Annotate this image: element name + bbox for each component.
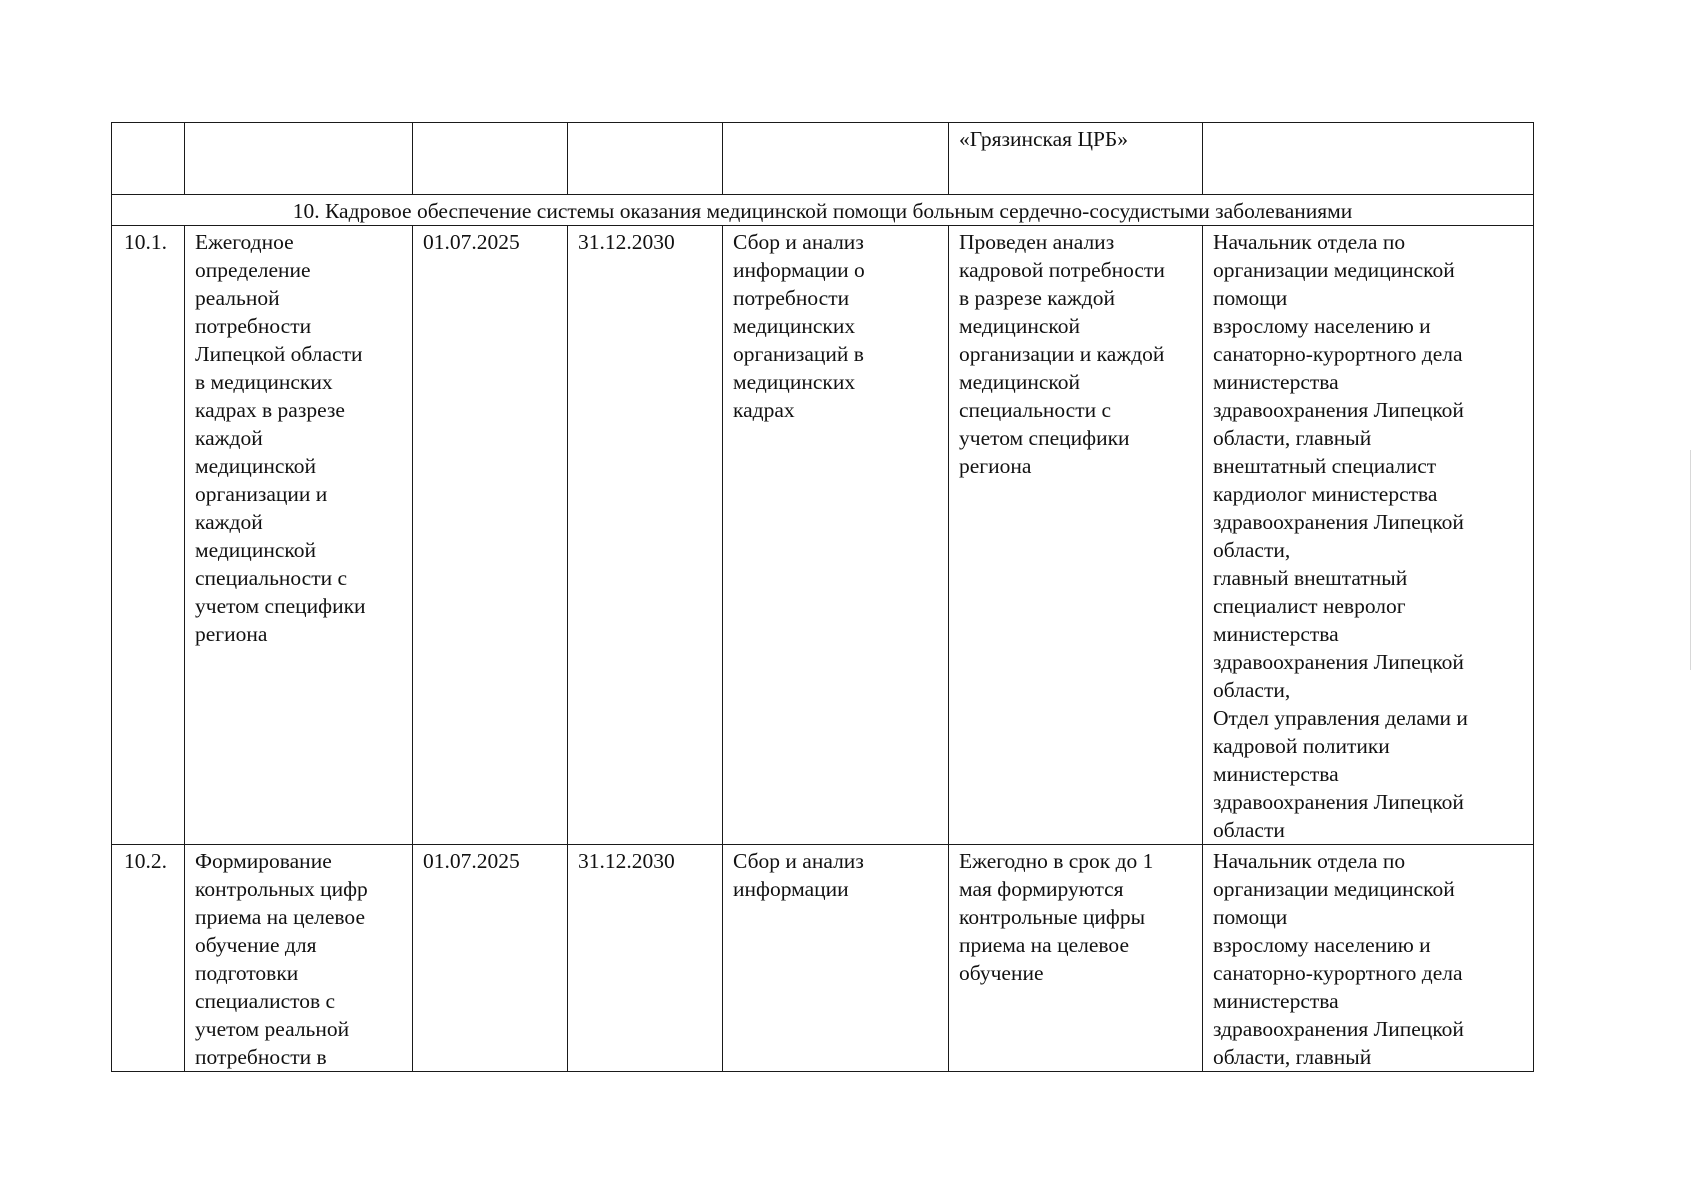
section-heading-row bbox=[112, 195, 1534, 226]
table-cell bbox=[185, 123, 413, 195]
table-cell bbox=[723, 123, 949, 195]
method-cell: Сбор и анализ информации о потребности медицинских организаций в медицинских кадрах bbox=[723, 226, 949, 845]
table-cell: «Грязинская ЦРБ» bbox=[949, 123, 1203, 195]
activity-cell: Ежегодное определение реальной потребности Липецкой области в медицинских кадрах в разрезе каждой медицинской организации и каждой медицинской специальности с учетом специфики региона bbox=[185, 226, 413, 845]
table-row-continuation bbox=[112, 123, 1534, 195]
table-cell bbox=[568, 123, 723, 195]
table-row bbox=[112, 845, 1534, 1072]
result-cell: Проведен анализ кадровой потребности в разрезе каждой медицинской организации и каждой медицинской специальности с учетом специфики региона bbox=[949, 226, 1203, 845]
end-date-cell: 31.12.2030 bbox=[568, 845, 723, 1072]
row-number: 10.1. bbox=[112, 226, 185, 845]
start-date-cell: 01.07.2025 bbox=[413, 226, 568, 845]
table-cell bbox=[112, 123, 185, 195]
responsible-cell: Начальник отдела по организации медицинской помощи взрослому населению и санаторно-курортного дела министерства здравоохранения Липецкой области, главный bbox=[1203, 845, 1534, 1072]
measures-table bbox=[111, 122, 1534, 1072]
section-heading: 10. Кадровое обеспечение системы оказания медицинской помощи больным сердечно-сосудистыми заболеваниями bbox=[112, 195, 1534, 226]
start-date-cell: 01.07.2025 bbox=[413, 845, 568, 1072]
result-cell: Ежегодно в срок до 1 мая формируются контрольные цифры приема на целевое обучение bbox=[949, 845, 1203, 1072]
scan-edge-mark bbox=[1690, 450, 1691, 670]
row-number: 10.2. bbox=[112, 845, 185, 1072]
table-cell bbox=[1203, 123, 1534, 195]
activity-cell: Формирование контрольных цифр приема на целевое обучение для подготовки специалистов с учетом реальной потребности в bbox=[185, 845, 413, 1072]
method-cell: Сбор и анализ информации bbox=[723, 845, 949, 1072]
table-row bbox=[112, 226, 1534, 845]
end-date-cell: 31.12.2030 bbox=[568, 226, 723, 845]
table-cell bbox=[413, 123, 568, 195]
responsible-cell: Начальник отдела по организации медицинской помощи взрослому населению и санаторно-курортного дела министерства здравоохранения Липецкой области, главный внештатный специалист кардиолог министерства здравоохранения Липецкой области, главный внештатный специалист невролог министерства здравоохранения Липецкой области, Отдел управления делами и кадровой политики министерства здравоохранения Липецкой области bbox=[1203, 226, 1534, 845]
